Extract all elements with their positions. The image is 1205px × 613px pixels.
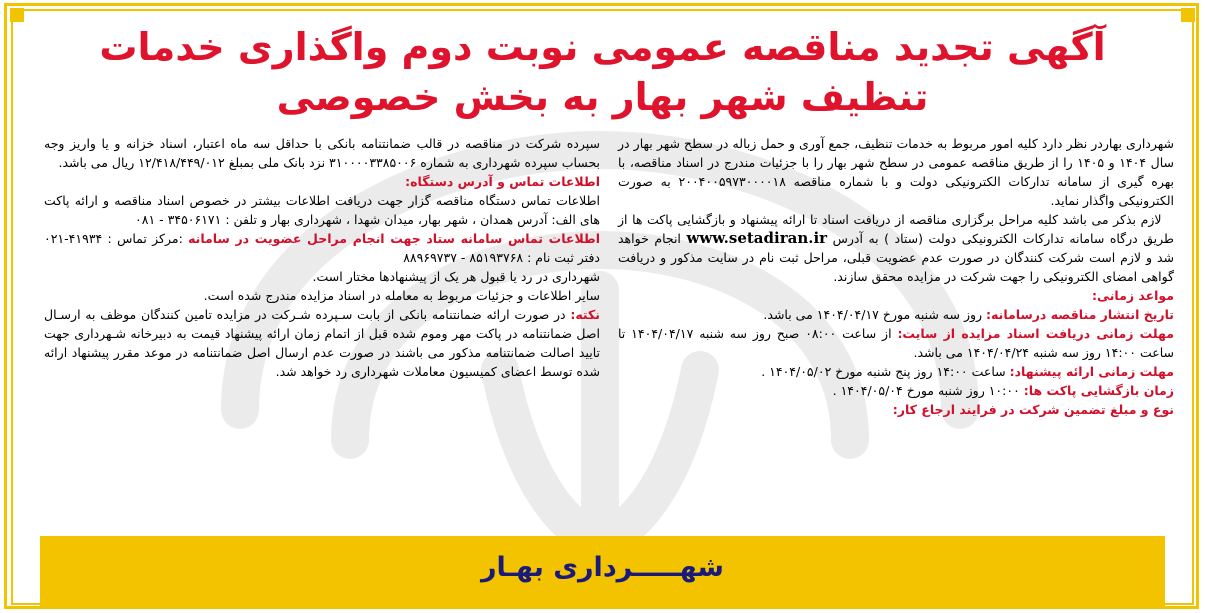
- procedure-text-start: لازم بذکر می باشد کلیه مراحل برگزاری مناقصه از دریافت اسناد تا ارائه پیشنهاد و بازگشایی پاکت ها از طریق درگاه سامانه تدارکات الکترونیکی دولت (ستاد ) به آدرس: [618, 212, 1174, 246]
- right-column: [618, 134, 1174, 419]
- submit-deadline-line: [618, 362, 1174, 381]
- intro-paragraph: شهرداری بهاردر نظر دارد کلیه امور مربوط به خدمات تنظیف، جمع آوری و حمل زباله در سطح شهر بهار در سال ۱۴۰۴ و ۱۴۰۵ را از طریق مناقصه عمومی در سطح شهر بهار را با جزئیات مندرج در اسناد مناقصه، با بهره گیری از سامانه تدارکات الکترونیکی دولت و با شماره مناقصه ۲۰۰۴۰۰۵۹۷۳۰۰۰۰۱۸ به صورت الکترونیکی واگذار نماید.: [618, 136, 1175, 208]
- opening-time-line: [618, 381, 1174, 400]
- opening-time-label: زمان بازگشایی پاکت ها:: [1023, 383, 1174, 398]
- setad-contact-line: [44, 229, 600, 267]
- submit-deadline-label: مهلت زمانی ارائه پیشنهاد:: [1009, 364, 1174, 379]
- contact-paragraph: اطلاعات تماس دستگاه مناقصه گزار جهت دریافت اطلاعات بیشتر در خصوص اسناد مناقصه و ارائه پاکت های الف: آدرس همدان ، شهر بهار، میدان شهدا ، شهرداری بهار و تلفن : ۳۴۵۰۶۱۷۱ - ۰۸۱: [44, 193, 600, 227]
- publish-date-value: روز سه شنبه مورخ ۱۴۰۴/۰۴/۱۷ می باشد.: [763, 307, 987, 322]
- setad-website-link[interactable]: www.setadiran.ir: [686, 229, 828, 247]
- publish-date-line: [618, 305, 1174, 324]
- note-label: نکته:: [570, 307, 600, 322]
- other-info-paragraph: سایر اطلاعات و جزئیات مربوط به معامله در اسناد مزایده مندرج شده است.: [203, 288, 600, 303]
- procedure-text-end: انجام خواهد شد و لازم است شرکت کنندگان در صورت عدم عضویت قبلی، مراحل ثبت نام در سایت مذکور و دریافت گواهی امضای الکترونیکی را جهت شرکت در مزایده محقق سازند.: [618, 231, 1174, 284]
- page-title: آگهی تجدید مناقصه عمومی نوبت دوم واگذاری خدمات تنظیف شهر بهار به بخش خصوصی: [99, 25, 1106, 119]
- deadlines-heading: مواعد زمانی:: [1092, 288, 1174, 303]
- submit-deadline-value: ساعت ۱۴:۰۰ روز پنج شنبه مورخ ۱۴۰۴/۰۵/۰۲ .: [761, 364, 1010, 379]
- left-column: [44, 134, 600, 381]
- reject-paragraph: شهرداری در رد یا قبول هر یک از پیشنهادها مختار است.: [312, 269, 600, 284]
- footer-band: [40, 536, 1165, 606]
- docs-deadline-label: مهلت زمانی دریافت اسناد مزایده از سایت:: [897, 326, 1174, 341]
- footer-municipality-name: شهـــــرداری بهـار: [481, 552, 724, 583]
- guarantee-heading: نوع و مبلغ تضمین شرکت در فرایند ارجاع کار:: [892, 402, 1174, 417]
- opening-time-value: ۱۰:۰۰ روز شنبه مورخ ۱۴۰۴/۰۵/۰۴ .: [832, 383, 1024, 398]
- note-text: در صورت ارائه ضمانتنامه بانکی از بابت سـپرده شـرکت در مزایده تامین کنندگان موظف به ارسـال اصل ضمانتنامه در پاکت مهر وموم شده قبل از اتمام زمان ارائه پیشنهاد قیمت به دبیرخانه شـهرداری جهت تایید اصالت ضمانتنامه مذکور می باشند در صورت عدم ارسال اصل ضمانتنامه در موعد مقرر پیشنهاد ارائه شده توسط اعضای کمیسیون معاملات شهرداری رد خواهد شد.: [44, 307, 600, 379]
- deposit-paragraph: سپرده شرکت در مناقصه در قالب ضمانتنامه بانکی با حداقل سه ماه اعتبار، اسناد خزانه و یا واریز وجه بحساب سپرده شهرداری به شماره ۳۱۰۰۰۰۳۳۸۵۰۰۶ نزد بانک ملی بمبلغ ۱۲/۴۱۸/۴۴۹/۰۱۲ ریال می باشد.: [44, 136, 600, 170]
- setad-contact-text: :مرکز تماس : ۴۱۹۳۴-۰۲۱ دفتر ثبت نام : ۸۵۱۹۳۷۶۸ - ۸۸۹۶۹۷۳۷: [44, 231, 600, 265]
- contact-heading: اطلاعات تماس و آدرس دستگاه:: [405, 174, 600, 189]
- frame-corner-left: [10, 8, 24, 22]
- frame-corner-right: [1181, 8, 1195, 22]
- procedure-paragraph: [618, 210, 1174, 286]
- publish-date-label: تاریخ انتشار مناقصه درسامانه:: [986, 307, 1174, 322]
- note-paragraph: [44, 305, 600, 381]
- docs-deadline-value: از ساعت ۰۸:۰۰ صبح روز سه شنبه ۱۴۰۴/۰۴/۱۷ تا ساعت ۱۴:۰۰ روز سه شنبه ۱۴۰۴/۰۴/۲۴ می باشد.: [618, 326, 1174, 360]
- docs-deadline-line: [618, 324, 1174, 362]
- setad-contact-heading: اطلاعات تماس سامانه ستاد جهت انجام مراحل عضویت در سامانه: [188, 231, 600, 246]
